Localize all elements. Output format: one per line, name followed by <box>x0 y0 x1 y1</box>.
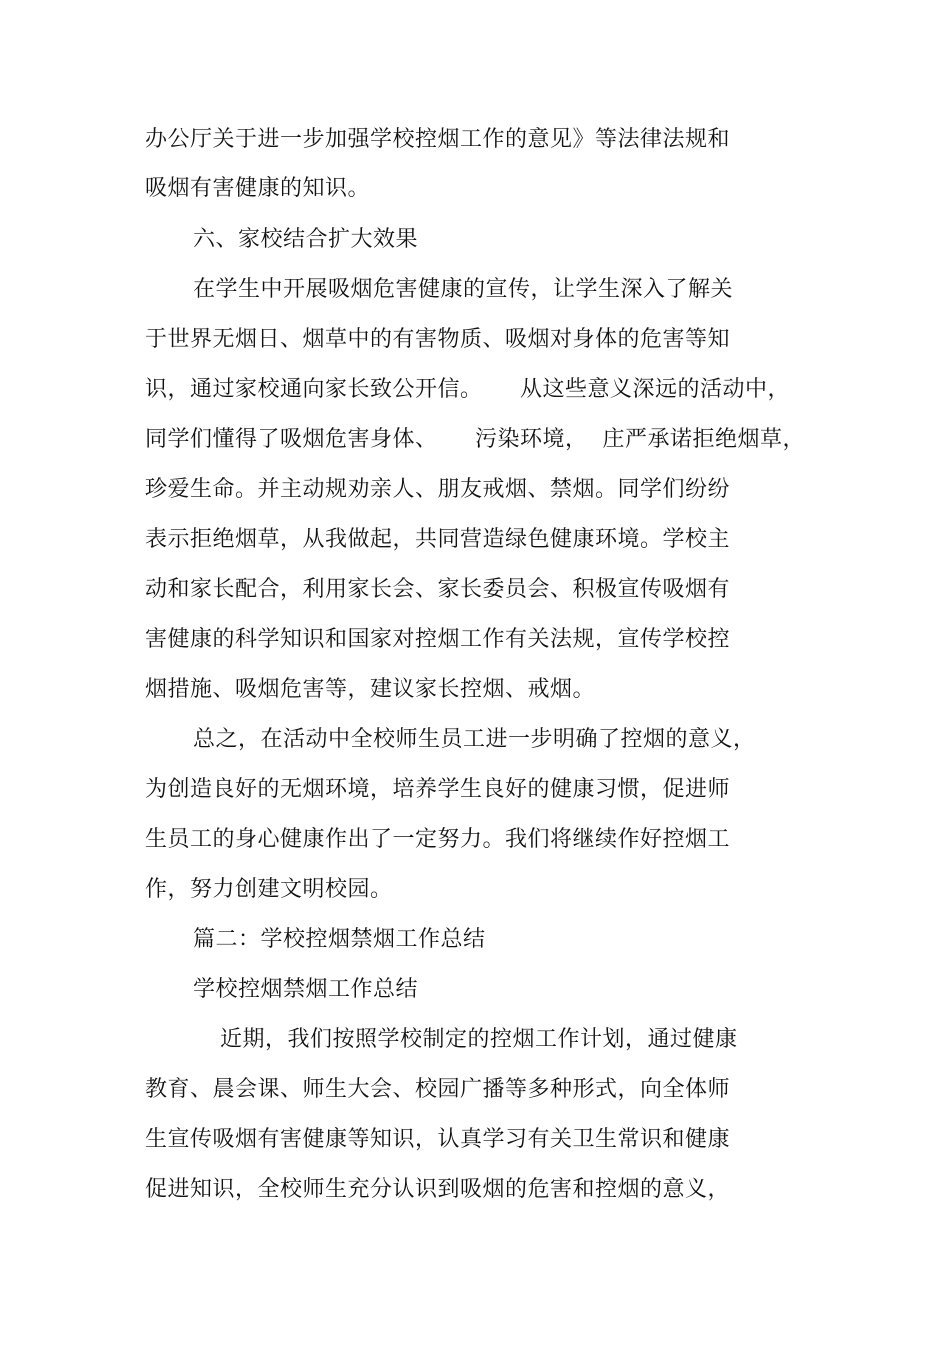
paragraph-line: 于世界无烟日、烟草中的有害物质、吸烟对身体的危害等知 <box>145 327 731 352</box>
paragraph-line: 表示拒绝烟草，从我做起，共同营造绿色健康环境。学校主 <box>145 527 731 552</box>
paragraph-line: 烟措施、吸烟危害等，建议家长控烟、戒烟。 <box>145 677 596 702</box>
paragraph-line: 办公厅关于进一步加强学校控烟工作的意见》等法律法规和 <box>145 127 731 152</box>
paragraph-line: 促进知识，全校师生充分认识到吸烟的危害和控烟的意义， <box>145 1177 731 1202</box>
paragraph-line: 识，通过家校通向家长致公开信。 从这些意义深远的活动中， <box>145 377 790 402</box>
paragraph-line: 生员工的身心健康作出了一定努力。我们将继续作好控烟工 <box>145 827 731 852</box>
paragraph-line: 吸烟有害健康的知识。 <box>145 176 371 201</box>
paragraph-line: 在学生中开展吸烟危害健康的宣传，让学生深入了解关 <box>193 277 734 302</box>
paragraph-line: 作，努力创建文明校园。 <box>145 877 393 902</box>
paragraph-line: 害健康的科学知识和国家对控烟工作有关法规，宣传学校控 <box>145 627 731 652</box>
paragraph-line: 总之，在活动中全校师生员工进一步明确了控烟的意义， <box>193 727 756 752</box>
paragraph-line: 动和家长配合，利用家长会、家长委员会、积极宣传吸烟有 <box>145 577 731 602</box>
paragraph-line: 生宣传吸烟有害健康等知识，认真学习有关卫生常识和健康 <box>145 1127 731 1152</box>
paragraph-line: 教育、晨会课、师生大会、校园广播等多种形式，向全体师 <box>145 1077 731 1102</box>
paragraph-line: 近期，我们按照学校制定的控烟工作计划，通过健康 <box>220 1027 738 1052</box>
paragraph-line: 珍爱生命。并主动规劝亲人、朋友戒烟、禁烟。同学们纷纷 <box>145 477 731 502</box>
section-heading: 六、家校结合扩大效果 <box>193 227 419 252</box>
paragraph-line: 同学们懂得了吸烟危害身体、 污染环境， 庄严承诺拒绝烟草， <box>145 427 805 452</box>
document-title: 学校控烟禁烟工作总结 <box>193 977 419 1002</box>
paragraph-line: 为创造良好的无烟环境，培养学生良好的健康习惯，促进师 <box>145 777 731 802</box>
section-heading: 篇二：学校控烟禁烟工作总结 <box>193 927 486 952</box>
